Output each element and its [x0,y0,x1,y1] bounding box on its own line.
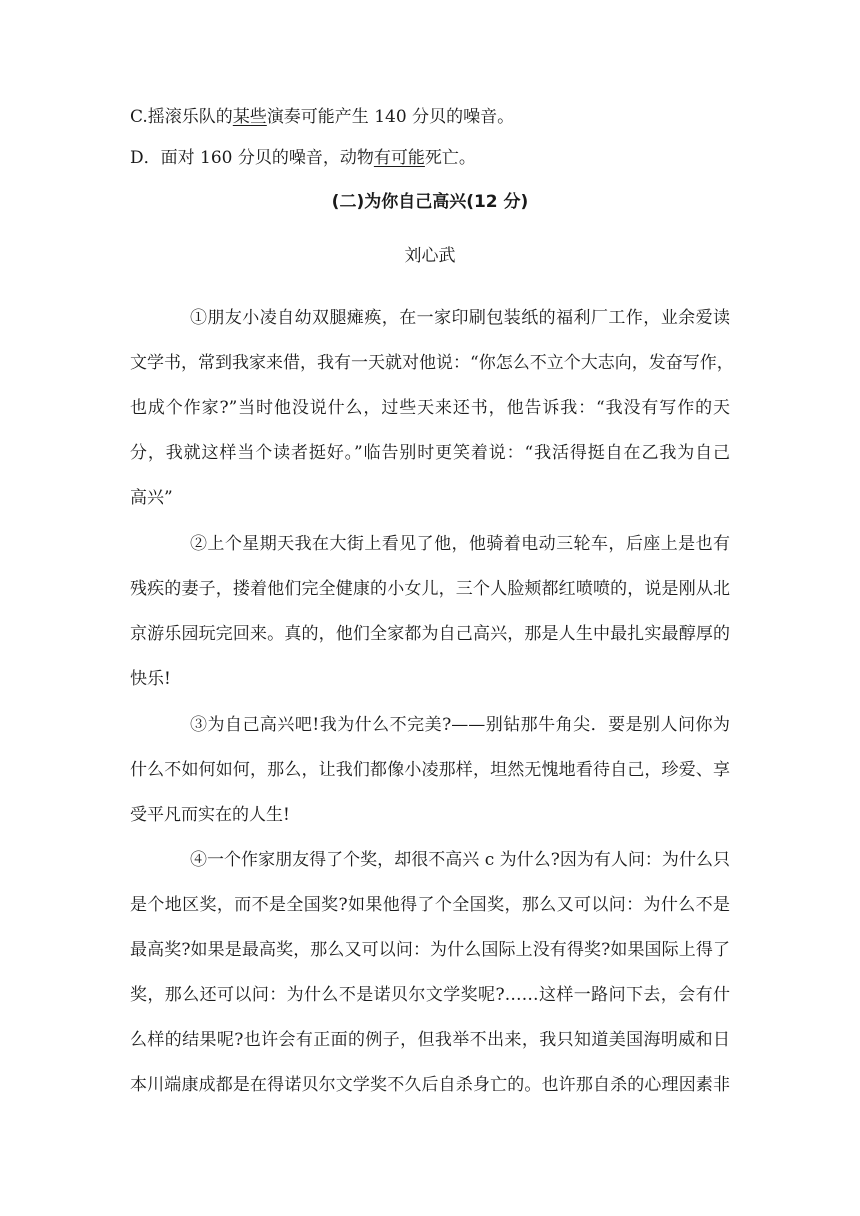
option-d-suffix: 死亡。 [424,148,476,168]
option-c-underlined: 某些 [232,107,267,127]
paragraph-line: 奖，那么还可以问：为什么不是诺贝尔文学奖呢?……这样一路问下去，会有什 [130,985,730,1005]
paragraph-line: ④一个作家朋友得了个奖，却很不高兴 c 为什么?因为有人问：为什么只 [190,850,730,870]
option-c [130,107,514,127]
paragraph-line: 最高奖?如果是最高奖，那么又可以问：为什么国际上没有得奖?如果国际上得了 [130,940,730,960]
paragraph-line: 残疾的妻子，搂着他们完全健康的小女儿，三个人脸颊都红喷喷的，说是刚从北 [130,579,730,599]
paragraph-line: 受平凡而实在的人生! [130,805,290,825]
option-d [130,148,476,168]
option-c-suffix: 演奏可能产生 140 分贝的噪音。 [266,107,515,127]
paragraph-3 [130,703,730,838]
article-author: 刘心武 [404,246,456,266]
option-c-prefix: C.摇滚乐队的 [130,107,233,127]
option-d-prefix: D．面对 160 分贝的噪音，动物 [130,148,374,168]
paragraph-line: ②上个星期天我在大街上看见了他，他骑着电动三轮车，后座上是也有 [190,534,730,554]
paragraph-1 [130,296,734,521]
paragraph-line: 文学书，常到我家来借，我有一天就对他说：“你怎么不立个大志向，发奋写作， [130,353,734,373]
paragraph-line: ③为自己高兴吧!我为什么不完美?——别钻那牛角尖．要是别人问你为 [190,715,730,735]
paragraph-line: 什么不如何如何，那么，让我们都像小凌那样，坦然无愧地看待自己，珍爱、享 [130,760,730,780]
paragraph-line: 京游乐园玩完回来。真的，他们全家都为自己高兴，那是人生中最扎实最醇厚的 [130,624,730,644]
paragraph-line: 快乐! [130,669,171,689]
paragraph-line: 也成个作家?”当时他没说什么，过些天来还书，他告诉我：“我没有写作的天 [130,398,730,418]
paragraph-line: 是个地区奖，而不是全国奖?如果他得了个全国奖，那么又可以问：为什么不是 [130,895,730,915]
option-d-underlined: 有可能 [373,148,425,168]
paragraph-line: ①朋友小凌自幼双腿瘫痪，在一家印刷包装纸的福利厂工作，业余爱读 [190,308,730,328]
paragraph-4 [130,838,730,1108]
paragraph-2 [130,522,730,702]
paragraph-line: 高兴” [130,488,173,508]
paragraph-line: 本川端康成都是在得诺贝尔文学奖不久后自杀身亡的。也许那自杀的心理因素非 [130,1075,730,1095]
article-title: (二)为你自己高兴(12 分) [331,192,529,212]
paragraph-line: 分，我就这样当个读者挺好。”临告别时更笑着说：“我活得挺自在乙我为自己 [130,443,730,463]
paragraph-line: 么样的结果呢?也许会有正面的例子，但我举不出来，我只知道美国海明威和日 [130,1030,730,1050]
